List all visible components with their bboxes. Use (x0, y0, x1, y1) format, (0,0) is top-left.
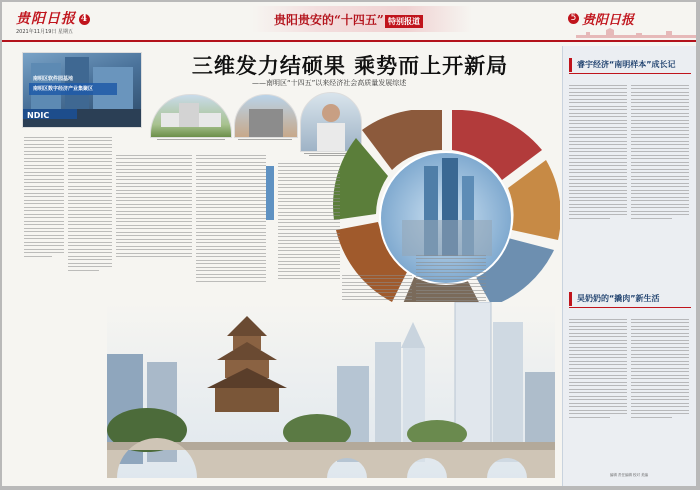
header-accent-bar (569, 58, 572, 72)
section-title: 贵阳贵安的“十四五” (274, 13, 384, 27)
sidebar-box2-text-col2 (631, 316, 689, 466)
photo-park (150, 94, 232, 138)
date-line: 2021年11月19日 星期五 (16, 29, 74, 35)
section-banner (252, 6, 472, 32)
sidebar-box1-header (569, 58, 689, 72)
photo-banner-text-2: 南明区数字经济产业集聚区 (33, 86, 94, 92)
photo-caption-2 (234, 138, 296, 141)
photo-building-site (234, 94, 298, 138)
right-page-number: 5 (568, 13, 579, 24)
sidebar-box1-text-col1 (569, 82, 627, 282)
header-rule (569, 73, 691, 74)
skyline-ornament (576, 28, 696, 38)
photo-banner-text-1: 南明区软件园基地 (33, 76, 74, 82)
article-subhead: ——南明区“十四五”以来经济社会高质量发展综述 (252, 79, 407, 87)
city-panorama-illustration (107, 302, 555, 478)
page-footer: 编辑 责任编辑 校对 美编 (609, 473, 649, 477)
right-masthead-logo (568, 8, 688, 28)
left-logo-text: 贵阳日报 (16, 11, 76, 27)
section-tag: 特别报道 (385, 15, 423, 28)
right-logo-text: 贵阳日报 (582, 13, 635, 28)
text-column-main-1 (116, 152, 192, 312)
photo-caption-1 (152, 138, 230, 141)
sidebar-box2-text-col1 (569, 316, 627, 466)
sidebar-box1-text-col2 (631, 82, 689, 282)
text-column-left-2 (68, 134, 112, 354)
article-headline: 三维发力结硕果 乘势而上开新局 (191, 54, 509, 78)
header-accent-bar (569, 292, 572, 306)
photo-software-park (22, 52, 142, 128)
sidebar-box2-header (569, 292, 689, 306)
sidebar-box1-title: 睿宇经济“南明样本”成长记 (577, 60, 676, 69)
left-page-number: 4 (80, 13, 89, 24)
section-marker-bar (266, 166, 274, 220)
left-masthead-logo (16, 8, 90, 28)
sidebar-box2-title: 昊奶奶的“撬肉”新生活 (577, 294, 660, 303)
newspaper-page (2, 2, 696, 486)
masthead (2, 2, 696, 42)
photo-sign-text: NDIC (27, 111, 50, 120)
header-rule (569, 307, 691, 308)
text-column-left-narrow (24, 134, 64, 334)
sidebar (562, 46, 696, 486)
